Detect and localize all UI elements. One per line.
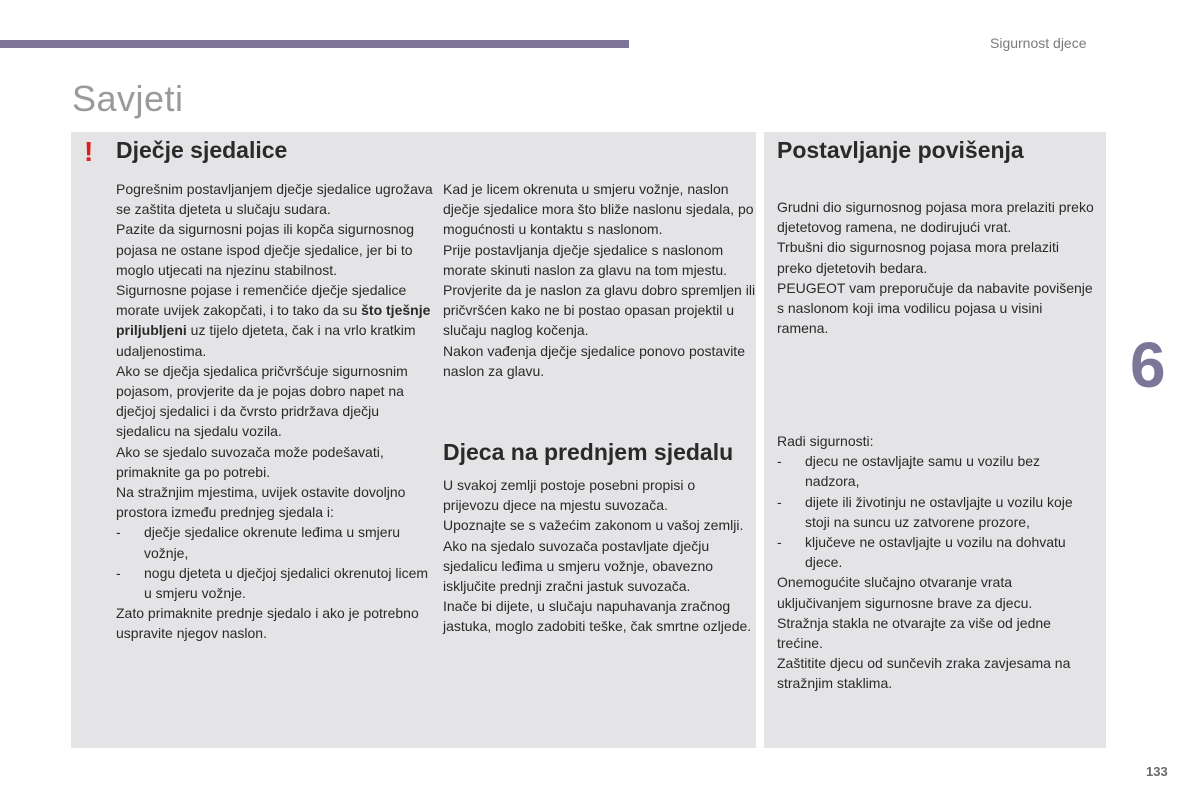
paragraph: Ako se sjedalo suvozača može podešavati, primaknite ga po potrebi. (116, 443, 384, 480)
paragraph: Pazite da sigurnosni pojas ili kopča sigurnosnog pojasa ne ostane ispod dječje sjedalice, jer bi to moglo utjecati na njezinu stabilnost. (116, 221, 415, 278)
paragraph: Pogrešnim postavljanjem dječje sjedalice ugrožava se zaštita djeteta u slučaju sudara. (116, 181, 433, 218)
warning-exclamation-icon: ! (84, 136, 94, 167)
column-2-top (443, 179, 761, 381)
paragraph: Prije postavljanja dječje sjedalice s naslonom morate skinuti naslon za glavu na tom mjestu. (443, 241, 728, 278)
page-number: 133 (1146, 764, 1168, 779)
paragraph-emphasis: Sigurnosne pojase i remenčiće dječje sjedalice morate uvijek zakopčati, i to tako da su što tješnje priljubljeni uz tijelo djeteta, čak i na vrlo kratkim udaljenostima. (116, 282, 431, 359)
paragraph: U svakoj zemlji postoje posebni propisi o prijevozu djece na mjestu suvozača. (443, 477, 696, 514)
heading-booster: Postavljanje povišenja (777, 137, 1024, 163)
paragraph: Ako na sjedalo suvozača postavljate dječju sjedalicu leđima u smjeru vožnje, obavezno isključite prednji zračni jastuk suvozača. (443, 537, 714, 595)
paragraph: Trbušni dio sigurnosnog pojasa mora prelaziti preko djetetovih bedara. (777, 239, 1059, 276)
paragraph: Upoznajte se s važećim zakonom u vašoj zemlji. (443, 517, 744, 534)
paragraph: Zaštitite djecu od sunčevih zraka zavjesama na stražnjim staklima. (777, 655, 1071, 692)
column-1 (116, 179, 434, 644)
column-3-top (777, 197, 1095, 338)
column-2-bottom (443, 475, 755, 637)
paragraph: Stražnja stakla ne otvarajte za više od jedne trećine. (777, 614, 1051, 652)
paragraph: Grudni dio sigurnosnog pojasa mora prelaziti preko djetetovog ramena, ne dodirujući vrat. (777, 199, 1094, 236)
paragraph: Zato primaknite prednje sjedalo i ako je potrebno uspravite njegov naslon. (116, 605, 419, 642)
list-item: - dječje sjedalice okrenute leđima u smjeru vožnje, (116, 522, 434, 562)
list-item: - dijete ili životinju ne ostavljajte u vozilu koje stoji na suncu uz zatvorene prozore, (777, 492, 1095, 532)
paragraph: Na stražnjim mjestima, uvijek ostavite dovoljno prostora između prednjeg sjedala i: (116, 484, 406, 521)
heading-front-seat: Djeca na prednjem sjedalu (443, 439, 734, 465)
column-3-bottom (777, 431, 1095, 694)
list-item: - nogu djeteta u dječjoj sjedalici okrenutoj licem u smjeru vožnje. (116, 563, 434, 603)
page-title: Savjeti (72, 78, 184, 119)
paragraph: Ako se dječja sjedalica pričvršćuje sigurnosnim pojasom, provjerite da je pojas dobro napet na dječjoj sjedalici i da čvrsto pridržava dječju sjedalicu na sjedalu vozila. (116, 362, 408, 440)
list-item: - ključeve ne ostavljajte u vozilu na dohvatu djece. (777, 532, 1095, 572)
header-accent-bar (0, 40, 629, 48)
paragraph: Provjerite da je naslon za glavu dobro spremljen ili pričvršćen kako ne bi postao opasan projektil u slučaju naglog kočenja. (443, 282, 756, 339)
chapter-number: 6 (1130, 329, 1166, 401)
list-item: - djecu ne ostavljajte samu u vozilu bez nadzora, (777, 451, 1095, 491)
bullet-list (116, 522, 434, 603)
paragraph: Nakon vađenja dječje sjedalice ponovo postavite naslon za glavu. (443, 342, 745, 379)
paragraph: Inače bi dijete, u slučaju napuhavanja zračnog jastuka, moglo zadobiti teške, čak smrtne ozljede. (443, 598, 752, 635)
paragraph: PEUGEOT vam preporučuje da nabavite povišenje s naslonom koji ima vodilicu pojasa u visini ramena. (777, 279, 1093, 337)
paragraph: Radi sigurnosti: (777, 433, 874, 449)
paragraph: Onemogućite slučajno otvaranje vrata uključivanjem sigurnosne brave za djecu. (777, 574, 1033, 611)
paragraph: Kad je licem okrenuta u smjeru vožnje, naslon dječje sjedalice mora što bliže naslonu sjedala, po mogućnosti u kontaktu s naslonom. (443, 181, 754, 238)
heading-child-seats: Dječje sjedalice (116, 137, 288, 163)
bullet-list (777, 451, 1095, 572)
section-label: Sigurnost djece (990, 35, 1087, 51)
bold-text: što tješnje priljubljeni (116, 302, 431, 339)
